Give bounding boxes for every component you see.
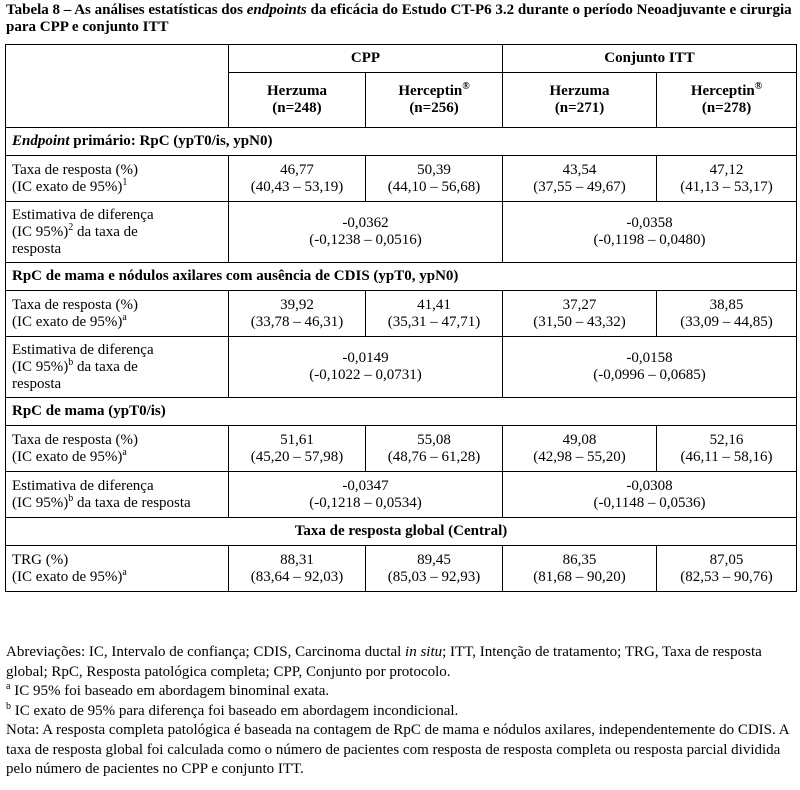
- col-name: Herzuma: [549, 83, 610, 99]
- col-header: [229, 73, 366, 128]
- value-cell: [503, 156, 657, 202]
- diff-cell-itt: [503, 472, 797, 518]
- row-label-line: Taxa de resposta (%): [12, 431, 138, 448]
- row-label-line: da taxa de: [73, 223, 138, 240]
- value: -0,0149: [342, 350, 389, 366]
- row-label: [6, 337, 229, 398]
- row-label-line: TRG (%): [12, 551, 69, 568]
- diff-cell-itt: [503, 337, 797, 398]
- col-n: (n=248): [272, 100, 322, 116]
- row-label-line: (IC exato de 95%): [12, 568, 123, 585]
- value: 87,05: [709, 551, 744, 568]
- ci: (42,98 – 55,20): [533, 448, 626, 465]
- value-cell: [503, 291, 657, 337]
- value: 89,45: [417, 551, 451, 568]
- row-label: [6, 426, 229, 472]
- value: 41,41: [417, 296, 451, 313]
- row-label-line: (IC exato de 95%): [12, 313, 123, 330]
- footnotes: [6, 643, 796, 780]
- footnote-ref: b: [68, 492, 74, 504]
- row-label: [6, 156, 229, 202]
- section-header: RpC de mama (ypT0/is): [6, 398, 797, 426]
- rate-row: [6, 156, 797, 202]
- value-cell: [229, 291, 366, 337]
- ci: (41,13 – 53,17): [680, 178, 773, 195]
- ci: (-0,1148 – 0,0536): [593, 494, 706, 511]
- col-header: [503, 73, 657, 128]
- row-label-line: (IC exato de 95%): [12, 448, 123, 465]
- value: 46,77: [280, 161, 314, 178]
- col-sup: ®: [462, 81, 470, 92]
- rate-row: [6, 546, 797, 592]
- col-header: [366, 73, 503, 128]
- section-header-text: primário: RpC (ypT0/is, ypN0): [69, 133, 273, 149]
- footnote-ref: 2: [68, 221, 74, 233]
- title-emphasis: endpoints: [246, 2, 307, 18]
- ci: (82,53 – 90,76): [680, 568, 773, 585]
- footnote-ref: a: [122, 446, 127, 458]
- value-cell: [366, 291, 503, 337]
- col-name: Herceptin: [690, 83, 755, 99]
- section-header-row: [6, 128, 797, 156]
- col-name: Herceptin: [398, 83, 463, 99]
- row-label: [6, 472, 229, 518]
- ci: (37,55 – 49,67): [533, 178, 626, 195]
- ci: (35,31 – 47,71): [387, 313, 481, 330]
- row-label-line: Estimativa de diferença: [12, 206, 154, 223]
- value: 52,16: [709, 431, 744, 448]
- section-header-row: [6, 263, 797, 291]
- group-cpp: CPP: [229, 45, 503, 73]
- ci: (-0,1022 – 0,0731): [309, 367, 422, 383]
- ci: (44,10 – 56,68): [387, 178, 481, 195]
- diff-cell-cpp: [229, 202, 503, 263]
- value-cell: [229, 546, 366, 592]
- row-label-line: Estimativa de diferença: [12, 341, 154, 358]
- table-title: [6, 2, 796, 36]
- row-label-line: Taxa de resposta (%): [12, 161, 138, 178]
- rate-row: [6, 291, 797, 337]
- footnote-marker: a: [6, 681, 11, 692]
- footnote-ref: 1: [122, 176, 128, 188]
- diff-row: [6, 337, 797, 398]
- section-header: RpC de mama e nódulos axilares com ausência de CDIS (ypT0, ypN0): [6, 263, 797, 291]
- value-cell: [657, 291, 797, 337]
- value-cell: [657, 546, 797, 592]
- ci: (46,11 – 58,16): [680, 448, 773, 465]
- value: -0,0158: [626, 350, 673, 366]
- col-n: (n=278): [701, 100, 752, 116]
- title-text-rest: da eficácia do Estudo CT-P6 3.2 durante o período Neoadjuvante e cirurgia para CPP e conjunto ITT: [6, 2, 792, 35]
- value-cell: [366, 156, 503, 202]
- ci: (45,20 – 57,98): [250, 448, 344, 465]
- ci: (-0,1238 – 0,0516): [309, 232, 422, 248]
- value-cell: [366, 426, 503, 472]
- diff-row: [6, 202, 797, 263]
- row-label: [6, 202, 229, 263]
- section-header: [6, 128, 797, 156]
- ci: (81,68 – 90,20): [533, 568, 626, 585]
- col-n: (n=256): [409, 100, 459, 116]
- footnote-b: [6, 702, 796, 722]
- value: 39,92: [280, 296, 314, 313]
- col-sup: ®: [754, 81, 763, 92]
- ci: (85,03 – 92,93): [387, 568, 481, 585]
- note-text: IC exato de 95% para diferença foi baseado em abordagem incondicional.: [11, 702, 459, 719]
- section-header-row: [6, 398, 797, 426]
- ci: (48,76 – 61,28): [387, 448, 481, 465]
- rate-row: [6, 426, 797, 472]
- value: 51,61: [280, 431, 314, 448]
- value: -0,0308: [626, 477, 673, 494]
- abbreviations-note: [6, 643, 796, 682]
- value: -0,0362: [342, 215, 389, 231]
- col-header: [657, 73, 797, 128]
- col-name: Herzuma: [267, 83, 327, 99]
- value: 38,85: [709, 296, 744, 313]
- value: 55,08: [417, 431, 451, 448]
- value-cell: [657, 426, 797, 472]
- row-label-line: (IC exato de 95%): [12, 178, 123, 195]
- ci: (83,64 – 92,03): [250, 568, 344, 585]
- ci: (-0,1218 – 0,0534): [309, 494, 422, 511]
- section-header: Taxa de resposta global (Central): [6, 518, 797, 546]
- title-text: Tabela 8 – As análises estatísticas dos: [6, 2, 247, 18]
- col-n: (n=271): [554, 100, 605, 116]
- value-cell: [657, 156, 797, 202]
- value: 43,54: [562, 161, 597, 178]
- row-label: [6, 546, 229, 592]
- value: 37,27: [562, 296, 597, 313]
- footnote-ref: a: [122, 566, 127, 578]
- row-label-line: da taxa de: [73, 358, 138, 375]
- value: 88,31: [280, 551, 314, 568]
- section-header-emphasis: Endpoint: [12, 133, 70, 149]
- row-label-line: Taxa de resposta (%): [12, 296, 138, 313]
- row-label-line: (IC 95%): [12, 223, 69, 240]
- row-label-line: (IC 95%): [12, 358, 69, 375]
- footnote-ref: a: [122, 311, 127, 323]
- diff-cell-cpp: [229, 337, 503, 398]
- note-emphasis: in situ: [405, 644, 443, 660]
- row-label-line: (IC 95%): [12, 494, 69, 511]
- note-text: ; ITT, Intenção de tratamento; TRG, Taxa de resposta global; RpC, Resposta patológica completa; CPP, Conjunto por protocolo.: [6, 644, 762, 680]
- ci: (33,78 – 46,31): [250, 313, 344, 330]
- value: -0,0347: [342, 477, 389, 494]
- value-cell: [229, 426, 366, 472]
- ci: (40,43 – 53,19): [250, 178, 344, 195]
- value-cell: [503, 546, 657, 592]
- note-text: IC 95% foi baseado em abordagem binominal exata.: [10, 683, 330, 699]
- value: 86,35: [562, 551, 597, 568]
- value: 49,08: [562, 431, 597, 448]
- value-cell: [503, 426, 657, 472]
- diff-cell-cpp: [229, 472, 503, 518]
- row-label-line: Estimativa de diferença: [12, 477, 154, 494]
- ci: (31,50 – 43,32): [533, 313, 626, 330]
- value: 50,39: [417, 161, 451, 178]
- note-text: Abreviações: IC, Intervalo de confiança; CDIS, Carcinoma ductal: [6, 644, 406, 660]
- general-note: Nota: A resposta completa patológica é baseada na contagem de RpC de mama e nódulos axilares, independentemente do CDIS. A taxa de resposta global foi calculada como o número de pacientes com resposta de resposta completa ou resposta parcial dividida pelo número de pacientes no CPP e conjunto ITT.: [6, 722, 789, 777]
- footnote-marker: b: [6, 700, 11, 712]
- section-header-row: [6, 518, 797, 546]
- value-cell: [366, 546, 503, 592]
- row-label-line: resposta: [12, 375, 62, 392]
- value: 47,12: [709, 161, 744, 178]
- value-cell: [229, 156, 366, 202]
- ci: (33,09 – 44,85): [680, 313, 773, 330]
- footnote-ref: b: [68, 356, 74, 368]
- ci: (-0,0996 – 0,0685): [593, 367, 706, 383]
- header-corner: [6, 45, 229, 128]
- efficacy-table: [5, 44, 797, 592]
- footnote-a: [6, 682, 796, 702]
- diff-cell-itt: [503, 202, 797, 263]
- ci: (-0,1198 – 0,0480): [593, 232, 706, 248]
- group-header-row: [6, 45, 797, 73]
- row-label-line: da taxa de resposta: [73, 494, 191, 511]
- group-itt: Conjunto ITT: [503, 45, 797, 73]
- diff-row: [6, 472, 797, 518]
- row-label-line: resposta: [12, 240, 62, 257]
- value: -0,0358: [626, 215, 673, 231]
- row-label: [6, 291, 229, 337]
